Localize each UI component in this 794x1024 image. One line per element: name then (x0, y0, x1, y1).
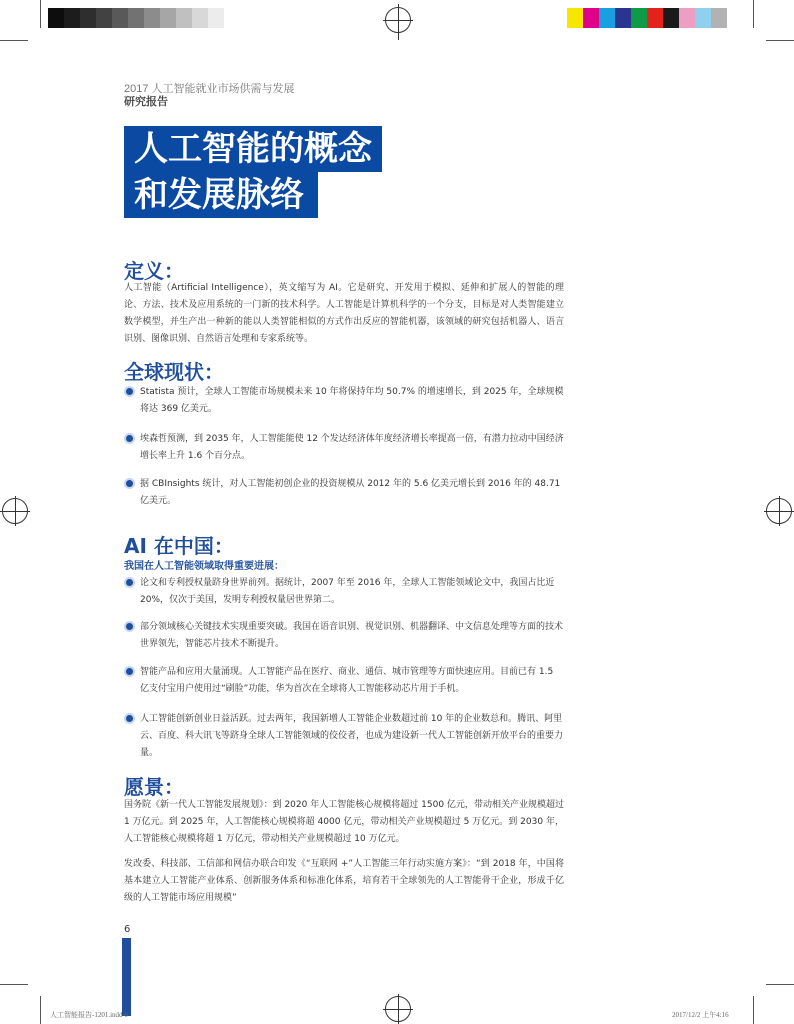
list-item (124, 575, 564, 609)
color-swatch (615, 8, 631, 28)
crop-mark (766, 984, 794, 985)
running-header-title: 2017 人工智能就业市场供需与发展 (124, 83, 295, 95)
crop-mark (40, 0, 41, 28)
page-edge-bar (122, 938, 131, 1016)
bullet-icon (126, 435, 133, 442)
registration-mark-right (764, 496, 794, 526)
registration-mark-bottom (383, 994, 413, 1024)
color-swatch (663, 8, 679, 28)
page-title-line-1: 人工智能的概念 (124, 126, 382, 172)
global-status-heading: 全球现状： (124, 360, 224, 384)
bullet-icon (126, 623, 133, 630)
registration-mark-top (383, 4, 413, 40)
slug-file-name: 人工智能报告-1201.indd 6 (50, 1011, 128, 1019)
bullet-icon (126, 388, 133, 395)
list-item (124, 431, 564, 465)
definition-heading: 定义： (124, 259, 184, 283)
color-swatch (96, 8, 112, 28)
crop-mark (766, 40, 794, 41)
list-item-text: 据 CBInsights 统计，对人工智能初创企业的投资规模从 2012 年的 5.6 亿美元增长到 2016 年的 48.71 亿美元。 (140, 479, 561, 506)
bullet-icon (126, 668, 133, 675)
color-swatch (176, 8, 192, 28)
color-swatch (679, 8, 695, 28)
registration-mark-left (0, 496, 30, 526)
crop-mark (753, 996, 754, 1024)
color-swatch (583, 8, 599, 28)
color-swatch-bar (567, 8, 727, 28)
list-item-text: 部分领域核心关键技术实现重要突破。我国在语音识别、视觉识别、机器翻译、中文信息处理等方面的技术世界领先，智能芯片技术不断提升。 (140, 622, 564, 649)
bullet-icon (126, 579, 133, 586)
list-item (124, 384, 564, 418)
list-item-text: 智能产品和应用大量涌现。人工智能产品在医疗、商业、通信、城市管理等方面快速应用。目前已有 1.5 亿支付宝用户使用过“刷脸”功能，华为首次在全球将人工智能移动芯片用于手机。 (140, 667, 554, 694)
color-swatch (711, 8, 727, 28)
grayscale-swatch-bar (48, 8, 224, 28)
page-title-line-2: 和发展脉络 (124, 172, 318, 218)
list-item-text: Statista 预计，全球人工智能市场规模未来 10 年将保持年均 50.7% 的增速增长，到 2025 年，全球规模将达 369 亿美元。 (140, 387, 564, 414)
ai-in-china-subheading: 我国在人工智能领域取得重要进展： (124, 561, 284, 572)
color-swatch (128, 8, 144, 28)
list-item-text: 埃森哲预测，到 2035 年，人工智能能使 12 个发达经济体年度经济增长率提高一倍，有潜力拉动中国经济增长率上升 1.6 个百分点。 (140, 434, 564, 461)
color-swatch (208, 8, 224, 28)
bullet-icon (126, 480, 133, 487)
crop-mark (0, 40, 28, 41)
color-swatch (599, 8, 615, 28)
running-header-subtitle: 研究报告 (124, 95, 168, 108)
crop-mark (753, 0, 754, 28)
color-swatch (48, 8, 64, 28)
list-item (124, 476, 564, 510)
color-swatch (160, 8, 176, 28)
slug-timestamp: 2017/12/2 上午4:16 (672, 1011, 729, 1019)
vision-paragraph-1: 国务院《新一代人工智能发展规划》：到 2020 年人工智能核心规模将超过 1500 亿元，带动相关产业规模超过 1 万亿元。到 2025 年，人工智能核心规模将超 4000 亿元，带动相关产业规模超过 5 万亿元。到 2030 年，人工智能核心规模将超 1 万亿元，带动相关产业规模超过 10 万亿元。 (124, 800, 564, 844)
list-item (124, 664, 564, 698)
page-number: 6 (124, 924, 131, 935)
color-swatch (647, 8, 663, 28)
color-swatch (80, 8, 96, 28)
list-item (124, 619, 564, 653)
vision-heading: 愿景： (124, 775, 184, 799)
color-swatch (112, 8, 128, 28)
list-item-text: 论文和专利授权量跻身世界前列。据统计，2007 年至 2016 年，全球人工智能领域论文中，我国占比近 20%，仅次于美国，发明专利授权量居世界第二。 (140, 578, 555, 605)
color-swatch (567, 8, 583, 28)
crop-mark (40, 996, 41, 1024)
color-swatch (64, 8, 80, 28)
bullet-icon (126, 715, 133, 722)
list-item (124, 711, 564, 762)
color-swatch (631, 8, 647, 28)
definition-text: 人工智能（Artificial Intelligence），英文缩写为 AI。它是研究、开发用于模拟、延伸和扩展人的智能的理论、方法、技术及应用系统的一门新的技术科学。人工智能是计算机科学的一个分支，目标是对人类智能建立数学模型，并生产出一种新的能以人类智能相似的方式作出反应的智能机器，该领域的研究包括机器人、语言识别、图像识别、自然语言处理和专家系统等。 (124, 283, 564, 344)
list-item-text: 人工智能创新创业日益活跃。过去两年，我国新增人工智能企业数超过前 10 年的企业数总和。腾讯、阿里云、百度、科大讯飞等跻身全球人工智能领域的佼佼者，也成为建设新一代人工智能创新开放平台的重要力量。 (140, 714, 564, 758)
ai-in-china-heading: AI 在中国： (124, 534, 234, 558)
crop-mark (0, 984, 28, 985)
vision-paragraph-2: 发改委、科技部、工信部和网信办联合印发《“互联网 +”人工智能三年行动实施方案》：“到 2018 年，中国将基本建立人工智能产业体系、创新服务体系和标准化体系，培育若干全球领先的人工智能骨干企业，形成千亿级的人工智能市场应用规模” (124, 859, 564, 903)
color-swatch (144, 8, 160, 28)
color-swatch (695, 8, 711, 28)
color-swatch (192, 8, 208, 28)
